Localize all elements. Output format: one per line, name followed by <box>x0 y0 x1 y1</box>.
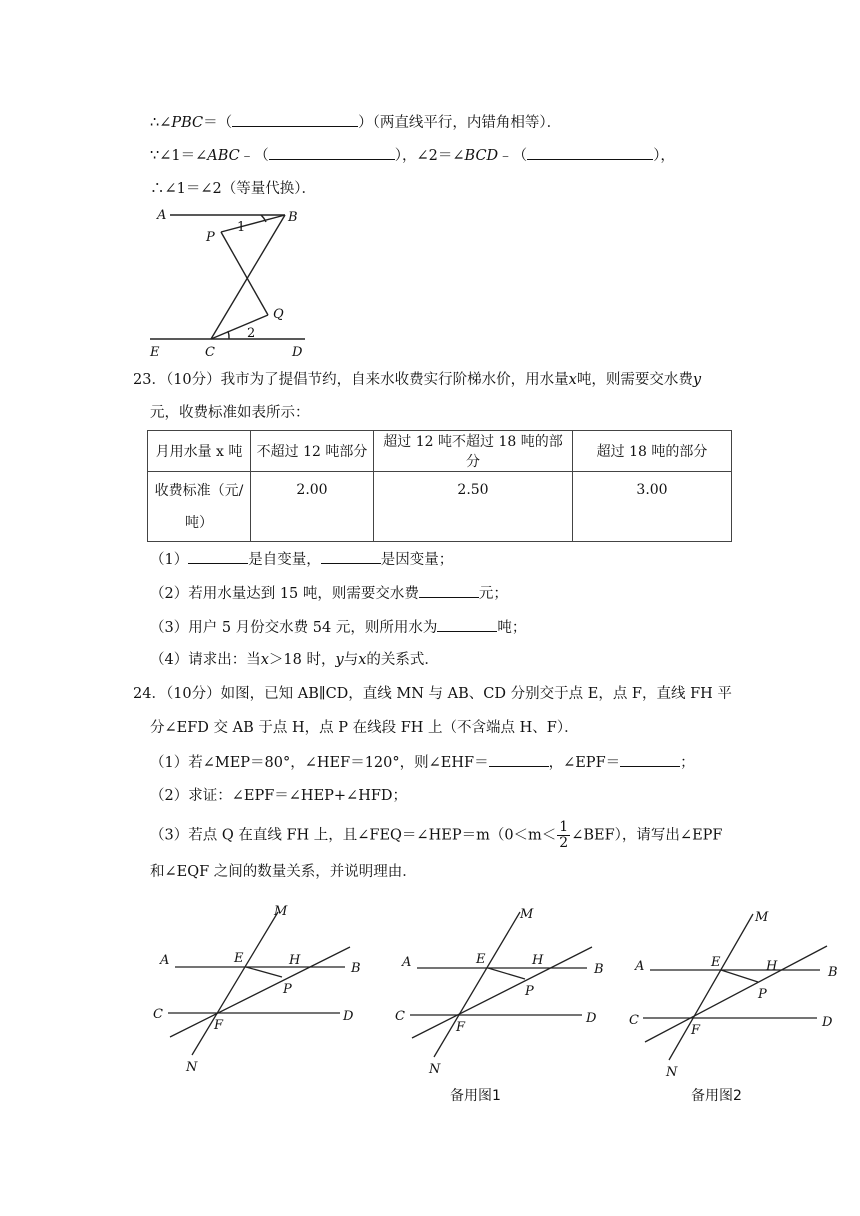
line-mn <box>669 914 753 1060</box>
table-header: 月用水量 x 吨 <box>148 431 251 472</box>
label-d: D <box>343 1009 354 1024</box>
q22-line2 <box>150 145 675 166</box>
segment-bp <box>221 215 285 232</box>
segment-ep <box>488 968 525 979</box>
q23-stem <box>133 370 701 390</box>
line-fh <box>170 947 350 1037</box>
var-x: x <box>568 372 577 388</box>
q24-sub1 <box>150 752 695 773</box>
q23-sub4 <box>150 650 439 670</box>
q24-sub3 <box>150 820 722 851</box>
row-label-line1: 收费标准（元/ <box>154 483 244 499</box>
table-row <box>148 472 732 542</box>
var-y: y <box>335 652 344 668</box>
label-c: C <box>395 1009 405 1024</box>
answer-blank[interactable] <box>419 583 479 598</box>
q24-stem1 <box>133 684 732 704</box>
q22-line1-pre: ∴∠ <box>150 115 172 131</box>
label-e: E <box>150 345 160 360</box>
q23-sub2-b: 元； <box>478 586 508 602</box>
line-fh <box>412 947 592 1038</box>
label-n: N <box>186 1060 198 1075</box>
label-p: P <box>758 987 767 1002</box>
q22-line3: ∴∠1＝∠2（等量代换）． <box>150 181 316 197</box>
label-e: E <box>476 952 486 967</box>
q24-figure-spare-1 <box>392 900 612 1110</box>
table-cell: 2.00 <box>251 472 374 542</box>
q23-number: 23． <box>133 372 166 388</box>
q23-sub1-b: 是自变量， <box>248 552 321 568</box>
q23-sub3-a: （3）用户 5 月份交水费 54 元，则所用水为 <box>150 620 438 636</box>
table-header: 不超过 12 吨部分 <box>251 431 374 472</box>
label-p: P <box>206 230 215 245</box>
label-2: 2 <box>247 326 256 341</box>
q23-sub1-a: （1） <box>150 552 189 568</box>
q22-line2-g: ）， <box>653 148 675 164</box>
label-h: H <box>289 953 301 968</box>
table-cell: 3.00 <box>573 472 732 542</box>
label-d: D <box>292 345 303 360</box>
answer-blank[interactable] <box>527 145 653 160</box>
var-x: x <box>260 652 269 668</box>
label-c: C <box>629 1013 639 1028</box>
label-b: B <box>288 210 298 225</box>
q22-line2-d: ），∠2＝∠ <box>394 148 465 164</box>
caption-spare-1: 备用图1 <box>450 1088 501 1104</box>
q22-line2-e: BCD <box>464 148 499 164</box>
q24-stem1-text: （10分）如图，已知 AB∥CD，直线 MN 与 AB、CD 分别交于点 E，点 F，直线 FH 平 <box>165 686 732 702</box>
label-f: F <box>691 1023 701 1038</box>
label-e: E <box>711 955 721 970</box>
label-a: A <box>160 953 170 968</box>
label-h: H <box>766 959 778 974</box>
label-m: M <box>274 904 288 919</box>
q24-sub3-a: （3）若点 Q 在直线 FH 上，且∠FEQ＝∠HEP＝m（0＜m＜ <box>150 827 557 844</box>
segment-pq <box>221 232 268 315</box>
q24-sub1-c: ； <box>680 755 695 771</box>
q22-line2-b: ABC <box>207 148 240 164</box>
label-a: A <box>402 955 412 970</box>
answer-blank[interactable] <box>232 112 358 127</box>
label-c: C <box>205 345 215 360</box>
line-fh <box>645 946 827 1042</box>
label-d: D <box>822 1015 833 1030</box>
label-d: D <box>586 1011 597 1026</box>
line-mn <box>434 912 520 1057</box>
table-header: 超过 18 吨的部分 <box>573 431 732 472</box>
segment-ep <box>246 967 282 977</box>
frac-den: 2 <box>559 835 569 851</box>
answer-blank[interactable] <box>437 617 497 632</box>
q24-number: 24． <box>133 686 166 702</box>
label-n: N <box>666 1065 678 1080</box>
q23-sub4-d: 的关系式． <box>366 652 439 668</box>
q22-line1-post: ）（两直线平行，内错角相等）． <box>358 115 562 131</box>
answer-blank[interactable] <box>269 145 395 160</box>
answer-blank[interactable] <box>188 549 248 564</box>
label-b: B <box>828 965 838 980</box>
q22-figure <box>145 203 315 363</box>
q23-stem2: 元，收费标准如表所示： <box>150 405 310 421</box>
q24-sub1-b: ，∠EPF＝ <box>548 755 621 771</box>
q23-sub1 <box>150 549 453 570</box>
q23-sub4-b: ＞18 时， <box>268 652 336 668</box>
label-q: Q <box>273 307 284 322</box>
label-m: M <box>755 910 769 925</box>
q23-sub3 <box>150 617 526 638</box>
fraction-one-half <box>557 820 570 851</box>
table-cell: 2.50 <box>374 472 573 542</box>
q23-sub4-c: 与 <box>343 652 359 668</box>
var-y: y <box>692 372 702 388</box>
label-p: P <box>283 982 292 997</box>
table-header-row <box>148 431 732 472</box>
table-row-label <box>148 472 251 542</box>
angle-2-arc <box>228 331 229 339</box>
label-p: P <box>525 984 534 999</box>
label-h: H <box>532 953 544 968</box>
frac-num: 1 <box>559 819 569 835</box>
q23-sub3-b: 吨； <box>497 620 527 636</box>
label-f: F <box>456 1020 466 1035</box>
q24-sub3-b: ∠BEF），请写出∠EPF <box>571 827 723 844</box>
label-b: B <box>351 961 361 976</box>
q24-figure-main <box>150 900 365 1080</box>
q24-sub1-a: （1）若∠MEP＝80°，∠HEF＝120°，则∠EHF＝ <box>150 755 489 771</box>
q23-sub1-c: 是因变量； <box>380 552 454 568</box>
q23-sub4-a: （4）请求出：当 <box>150 652 261 668</box>
label-n: N <box>429 1062 441 1077</box>
label-a: A <box>635 959 645 974</box>
q22-line1 <box>150 112 561 133</box>
label-m: M <box>520 907 534 922</box>
var-x: x <box>358 652 367 668</box>
q22-line2-c: ﹣（ <box>239 148 269 164</box>
answer-blank[interactable] <box>321 549 381 564</box>
segment-qc <box>211 315 268 339</box>
label-e: E <box>234 951 244 966</box>
label-c: C <box>153 1007 163 1022</box>
q22-line1-eq: ＝（ <box>203 115 233 131</box>
q24-sub3-cont: 和∠EQF 之间的数量关系，并说明理由． <box>150 864 417 880</box>
row-label-line2: 吨） <box>185 515 213 531</box>
q23-stem1b: 吨，则需要交水费 <box>576 372 693 388</box>
fee-table <box>147 430 732 542</box>
q23-stem1: （10分）我市为了提倡节约，自来水收费实行阶梯水价，用水量 <box>165 372 569 388</box>
q23-sub2-a: （2）若用水量达到 15 吨，则需要交水费 <box>150 586 419 602</box>
q22-line2-a: ∵∠1＝∠ <box>150 148 208 164</box>
q24-stem2: 分∠EFD 交 AB 于点 H，点 P 在线段 FH 上（不含端点 H、F）． <box>150 720 579 736</box>
q23-sub2 <box>150 583 508 604</box>
label-b: B <box>594 962 604 977</box>
label-a: A <box>157 208 167 223</box>
answer-blank[interactable] <box>489 752 549 767</box>
answer-blank[interactable] <box>620 752 680 767</box>
label-1: 1 <box>237 220 246 235</box>
q22-line2-f: ﹣（ <box>498 148 528 164</box>
caption-spare-2: 备用图2 <box>691 1088 742 1104</box>
segment-ep <box>721 970 758 982</box>
table-header: 超过 12 吨不超过 18 吨的部分 <box>374 431 573 472</box>
q24-figure-spare-2 <box>625 900 847 1110</box>
q24-sub2: （2）求证：∠EPF＝∠HEP+∠HFD； <box>150 788 408 804</box>
label-f: F <box>214 1018 224 1033</box>
q22-line1-var: PBC <box>171 115 204 131</box>
line-mn <box>192 912 278 1055</box>
